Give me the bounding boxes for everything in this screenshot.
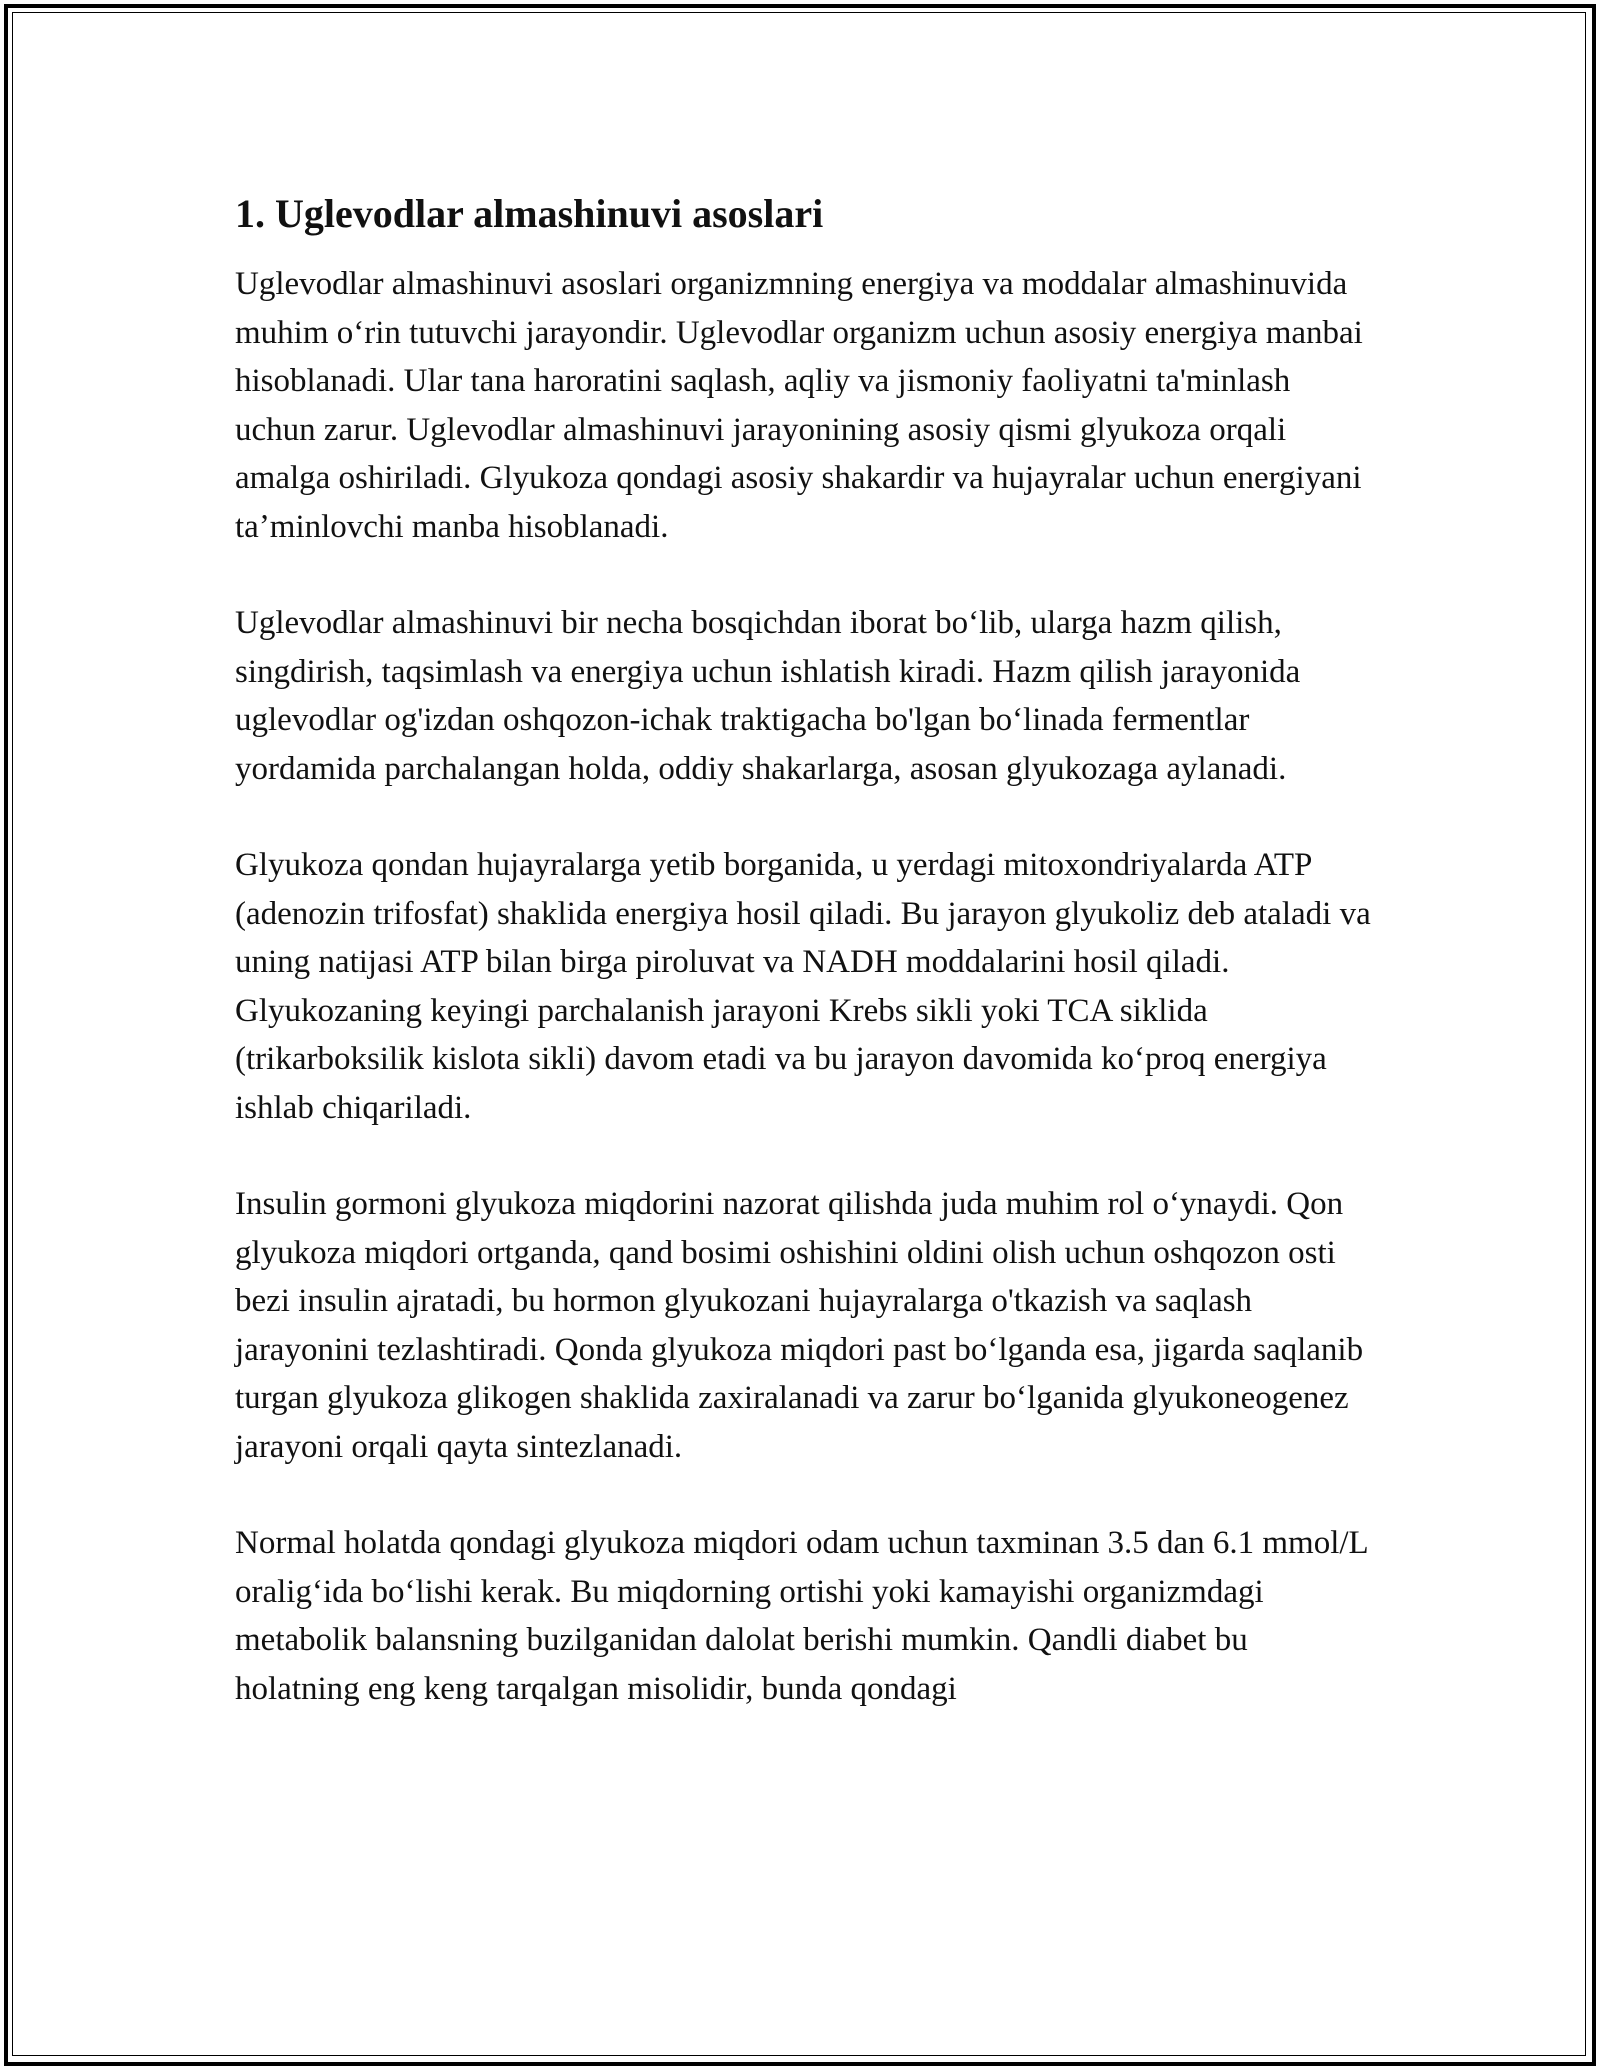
paragraph-4: Insulin gormoni glyukoza miqdorini nazorat qilishda juda muhim rol oʻynaydi. Qon glyukoza miqdori ortganda, qand bosimi oshishini oldini olish uchun oshqozon osti bezi insulin ajratadi, bu hormon glyukozani hujayralarga o'tkazish va saqlash jarayonini tezlashtiradi. Qonda glyukoza miqdori past boʻlganda esa, jigarda saqlanib turgan glyukoza glikogen shaklida zaxiralanadi va zarur boʻlganida glyukoneogenez jarayoni orqali qayta sintezlanadi.	[235, 1186, 1364, 1465]
document-body	[235, 186, 1375, 1761]
paragraph-2: Uglevodlar almashinuvi bir necha bosqichdan iborat boʻlib, ularga hazm qilish, singdirish, taqsimlash va energiya uchun ishlatish kiradi. Hazm qilish jarayonida uglevodlar og'izdan oshqozon-ichak traktigacha bo'lgan boʻlinada fermentlar yordamida parchalangan holda, oddiy shakarlarga, asosan glyukozaga aylanadi.	[235, 605, 1301, 787]
paragraph-3: Glyukoza qondan hujayralarga yetib borganida, u yerdagi mitoxondriyalarda ATP (adenozin trifosfat) shaklida energiya hosil qiladi. Bu jarayon glyukoliz deb ataladi va uning natijasi ATP bilan birga piroluvat va NADH moddalarini hosil qiladi. Glyukozaning keyingi parchalanish jarayoni Krebs sikli yoki TCA siklida (trikarboksilik kislota sikli) davom etadi va bu jarayon davomida koʻproq energiya ishlab chiqariladi.	[235, 847, 1371, 1126]
paragraph-1: Uglevodlar almashinuvi asoslari organizmning energiya va moddalar almashinuvida muhim oʻrin tutuvchi jarayondir. Uglevodlar organizm uchun asosiy energiya manbai hisoblanadi. Ular tana haroratini saqlash, aqliy va jismoniy faoliyatni ta'minlash uchun zarur. Uglevodlar almashinuvi jarayonining asosiy qismi glyukoza orqali amalga oshiriladi. Glyukoza qondagi asosiy shakardir va hujayralar uchun energiyani taʼminlovchi manba hisoblanadi.	[235, 266, 1363, 545]
section-heading: 1. Uglevodlar almashinuvi asoslari	[235, 191, 824, 236]
paragraph-5: Normal holatda qondagi glyukoza miqdori odam uchun taxminan 3.5 dan 6.1 mmol/L oraligʻida boʻlishi kerak. Bu miqdorning ortishi yoki kamayishi organizmdagi metabolik balansning buzilganidan dalolat berishi mumkin. Qandli diabet bu holatning eng keng tarqalgan misolidir, bunda qondagi	[235, 1525, 1368, 1707]
